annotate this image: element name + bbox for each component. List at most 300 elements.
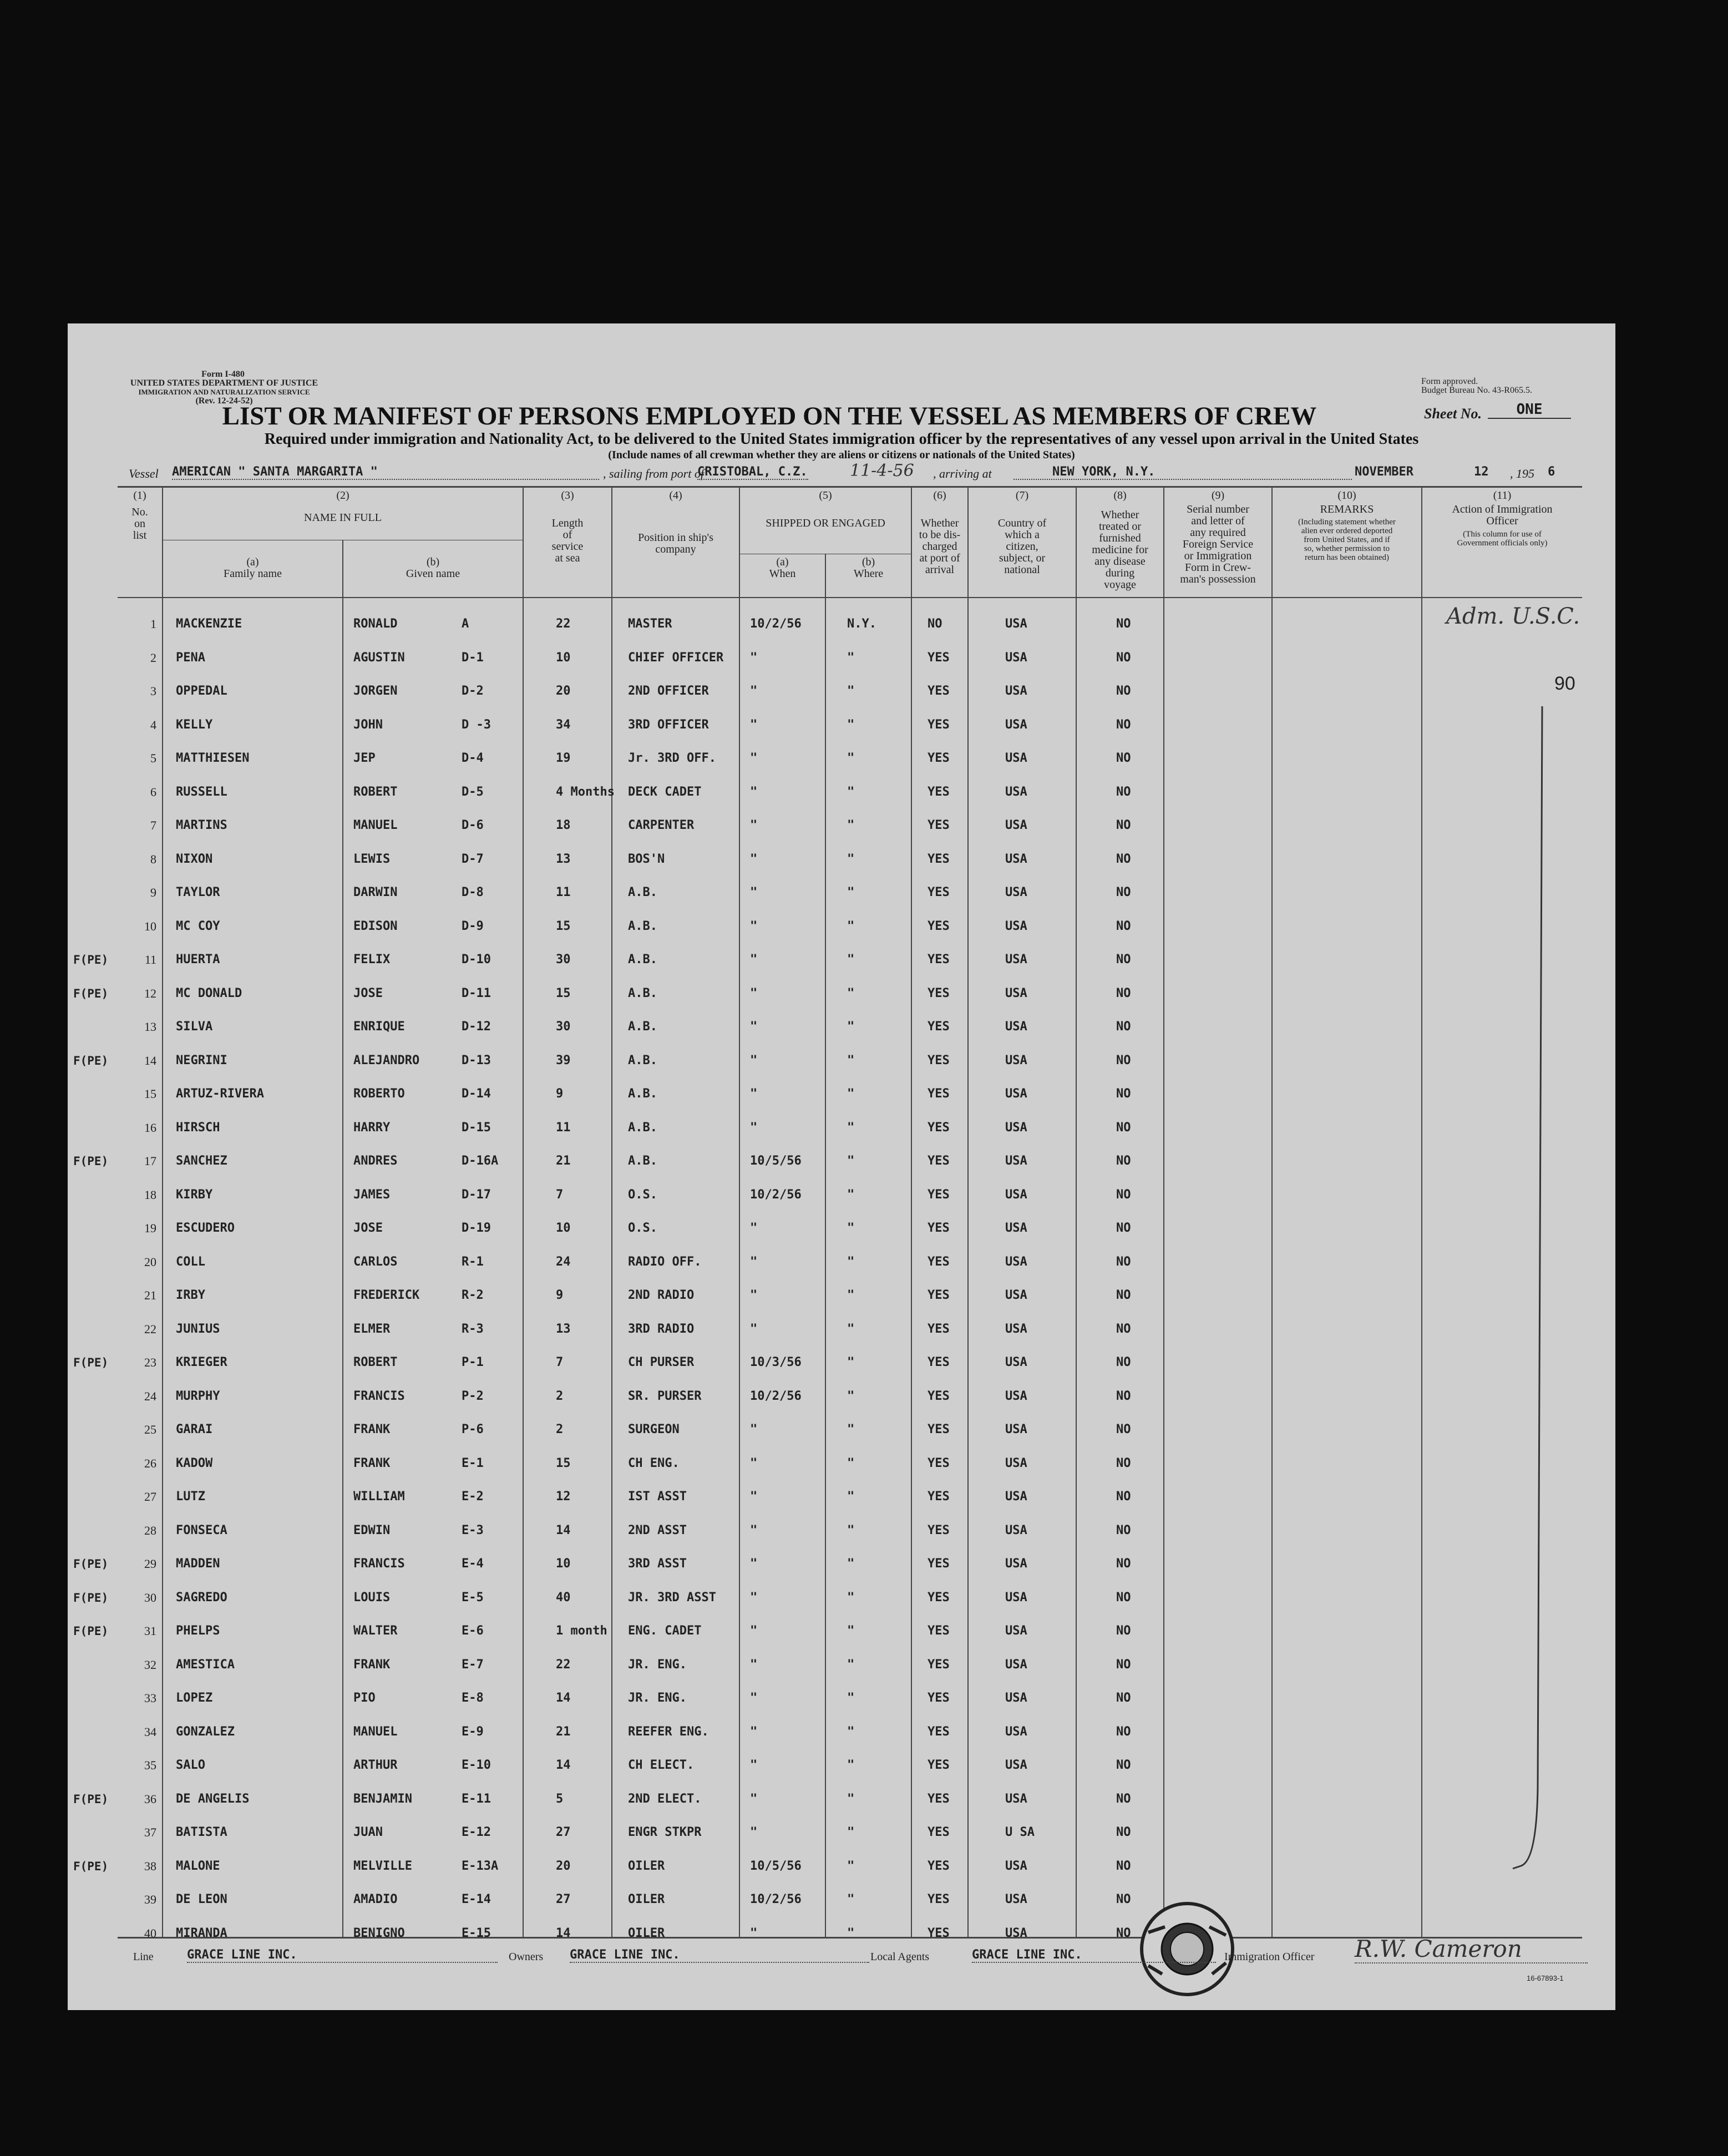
row-number: 36 xyxy=(144,1791,156,1806)
country-of-citizenship: USA xyxy=(1005,717,1027,732)
discharge-at-port: YES xyxy=(928,1825,950,1839)
engaged-where: " xyxy=(847,1423,855,1436)
crew-code: D-15 xyxy=(462,1120,491,1135)
row-flag: F(PE) xyxy=(73,1591,109,1605)
col8-header: Whether treated or furnished medicine for any disease during voyage xyxy=(1092,509,1148,591)
discharge-at-port: YES xyxy=(928,986,950,1000)
crew-code: A xyxy=(462,617,469,631)
treated-during-voyage: NO xyxy=(1116,717,1131,732)
length-of-service: 15 xyxy=(556,919,571,933)
length-of-service: 7 xyxy=(556,1187,564,1202)
family-name: KIRBY xyxy=(176,1187,213,1202)
col10-header: REMARKS xyxy=(1320,503,1374,515)
row-flag: F(PE) xyxy=(73,1792,109,1806)
ship-position: CHIEF OFFICER xyxy=(628,650,724,665)
treated-during-voyage: NO xyxy=(1116,1926,1131,1940)
ship-position: REEFER ENG. xyxy=(628,1724,709,1739)
country-of-citizenship: USA xyxy=(1005,650,1027,665)
family-name: LOPEZ xyxy=(176,1691,213,1705)
row-number: 31 xyxy=(144,1624,156,1638)
vessel-label: Vessel xyxy=(129,467,159,480)
crew-code: D-17 xyxy=(462,1187,491,1202)
ship-position: A.B. xyxy=(628,1053,657,1067)
crew-code: D-8 xyxy=(462,885,484,899)
country-of-citizenship: USA xyxy=(1005,1187,1027,1202)
service-name: IMMIGRATION AND NATURALIZATION SERVICE xyxy=(138,388,310,396)
engaged-when: 10/2/56 xyxy=(750,1187,802,1202)
length-of-service: 2 xyxy=(556,1423,564,1436)
family-name: COLL xyxy=(176,1254,205,1269)
discharge-at-port: YES xyxy=(928,1053,950,1067)
ship-position: IST ASST xyxy=(628,1490,687,1504)
family-name: AMESTICA xyxy=(176,1657,235,1672)
action-count-handwritten: 90 xyxy=(1554,673,1575,694)
engaged-when: 10/5/56 xyxy=(750,1859,802,1873)
country-of-citizenship: USA xyxy=(1005,1456,1027,1470)
family-name: NIXON xyxy=(176,852,213,866)
engaged-where: " xyxy=(847,1020,855,1034)
arrival-day: 12 xyxy=(1474,465,1489,479)
country-of-citizenship: USA xyxy=(1005,1590,1027,1605)
col9-number: (9) xyxy=(1211,489,1225,502)
engaged-when: " xyxy=(750,1120,758,1135)
engaged-when: " xyxy=(750,1724,758,1739)
engaged-when: " xyxy=(750,1423,758,1436)
length-of-service: 10 xyxy=(556,1557,571,1571)
row-number: 38 xyxy=(144,1859,156,1873)
engaged-where: " xyxy=(847,986,855,1000)
treated-during-voyage: NO xyxy=(1116,1624,1131,1638)
given-name: MANUEL xyxy=(353,818,398,832)
crew-code: E-15 xyxy=(462,1926,491,1940)
row-number: 29 xyxy=(144,1557,156,1571)
engaged-where: " xyxy=(847,1859,855,1873)
given-name: WILLIAM xyxy=(353,1490,405,1504)
col5-header: SHIPPED OR ENGAGED xyxy=(766,517,885,529)
length-of-service: 5 xyxy=(556,1791,564,1806)
row-number: 33 xyxy=(144,1691,156,1705)
row-number: 6 xyxy=(150,785,156,799)
row-flag: F(PE) xyxy=(73,1624,109,1638)
country-of-citizenship: U SA xyxy=(1005,1825,1035,1839)
family-name: MADDEN xyxy=(176,1557,220,1571)
country-of-citizenship: USA xyxy=(1005,852,1027,866)
crew-code: D-12 xyxy=(462,1020,491,1034)
crew-code: E-14 xyxy=(462,1892,491,1906)
treated-during-voyage: NO xyxy=(1116,818,1131,832)
length-of-service: 10 xyxy=(556,650,571,665)
given-name: ROBERT xyxy=(353,1355,398,1369)
country-of-citizenship: USA xyxy=(1005,818,1027,832)
given-name: BENIGNO xyxy=(353,1926,405,1940)
col3-header: Length of service at sea xyxy=(551,517,584,564)
engaged-when: 10/2/56 xyxy=(750,617,802,631)
country-of-citizenship: USA xyxy=(1005,1355,1027,1369)
length-of-service: 11 xyxy=(556,885,571,899)
country-of-citizenship: USA xyxy=(1005,919,1027,933)
engaged-where: " xyxy=(847,751,855,765)
family-name: SILVA xyxy=(176,1020,213,1034)
engaged-where: " xyxy=(847,1523,855,1537)
treated-during-voyage: NO xyxy=(1116,785,1131,799)
department-name: UNITED STATES DEPARTMENT OF JUSTICE xyxy=(130,378,318,388)
discharge-at-port: YES xyxy=(928,1254,950,1269)
crew-code: R-3 xyxy=(462,1322,484,1336)
engaged-when: " xyxy=(750,1926,758,1940)
crew-code: E-9 xyxy=(462,1724,484,1739)
crew-code: P-2 xyxy=(462,1389,484,1403)
length-of-service: 15 xyxy=(556,986,571,1000)
engaged-when: " xyxy=(750,1691,758,1705)
col1-number: (1) xyxy=(133,489,146,502)
engaged-where: " xyxy=(847,1254,855,1269)
form-code: 16-67893-1 xyxy=(1527,1974,1564,1982)
given-name: MANUEL xyxy=(353,1724,398,1739)
col11-subheader: (This column for use of Government officials only) xyxy=(1457,530,1548,548)
engaged-where: " xyxy=(847,1691,855,1705)
treated-during-voyage: NO xyxy=(1116,1590,1131,1605)
ship-position: 2ND RADIO xyxy=(628,1288,695,1302)
engaged-where: " xyxy=(847,650,855,665)
col4-header: Position in ship's company xyxy=(638,532,713,555)
crew-code: D-10 xyxy=(462,953,491,966)
given-name: EDWIN xyxy=(353,1523,391,1537)
country-of-citizenship: USA xyxy=(1005,1791,1027,1806)
treated-during-voyage: NO xyxy=(1116,1892,1131,1906)
discharge-at-port: YES xyxy=(928,953,950,966)
col11-header: Action of Immigration Officer xyxy=(1452,503,1553,527)
length-of-service: 14 xyxy=(556,1691,571,1705)
given-name: BENJAMIN xyxy=(353,1791,412,1806)
row-flag: F(PE) xyxy=(73,1557,109,1571)
family-name: SANCHEZ xyxy=(176,1154,227,1168)
crew-code: E-11 xyxy=(462,1791,491,1806)
country-of-citizenship: USA xyxy=(1005,1087,1027,1101)
ship-position: 3RD OFFICER xyxy=(628,717,709,732)
row-number: 23 xyxy=(144,1355,156,1369)
col2b-header: (b) Given name xyxy=(406,556,460,580)
crew-code: E-13A xyxy=(462,1859,499,1873)
discharge-at-port: YES xyxy=(928,1087,950,1101)
row-number: 13 xyxy=(144,1020,156,1034)
treated-during-voyage: NO xyxy=(1116,1389,1131,1403)
row-number: 14 xyxy=(144,1053,156,1067)
family-name: MALONE xyxy=(176,1859,220,1873)
given-name: CARLOS xyxy=(353,1254,398,1269)
col6-number: (6) xyxy=(933,489,946,502)
ship-position: 2ND OFFICER xyxy=(628,684,709,698)
row-flag: F(PE) xyxy=(73,1054,109,1067)
discharge-at-port: YES xyxy=(928,1624,950,1638)
treated-during-voyage: NO xyxy=(1116,1791,1131,1806)
action-handwritten-admitted: Adm. U.S.C. xyxy=(1446,604,1580,629)
engaged-when: " xyxy=(750,818,758,832)
country-of-citizenship: USA xyxy=(1005,1523,1027,1537)
row-number: 9 xyxy=(150,885,156,899)
given-name: FRANCIS xyxy=(353,1557,405,1571)
row-number: 22 xyxy=(144,1322,156,1336)
page-subtitle: Required under immigration and Nationality Act, to be delivered to the United States immigration officer by the representatives of any vessel upon arrival in the United States xyxy=(264,431,1419,448)
manifest-sheet xyxy=(68,323,1615,2010)
discharge-at-port: YES xyxy=(928,1926,950,1940)
family-name: OPPEDAL xyxy=(176,684,227,698)
given-name: AMADIO xyxy=(353,1892,398,1906)
discharge-at-port: YES xyxy=(928,1288,950,1302)
engaged-where: " xyxy=(847,1590,855,1605)
family-name: MURPHY xyxy=(176,1389,220,1403)
row-number: 5 xyxy=(150,751,156,765)
crew-code: P-6 xyxy=(462,1423,484,1436)
given-name: JEP xyxy=(353,751,376,765)
page-subtitle-note: (Include names of all crewman whether they are aliens or citizens or nationals of the United States) xyxy=(608,449,1075,461)
col5a-header: (a) When xyxy=(769,556,796,580)
length-of-service: 9 xyxy=(556,1288,564,1302)
treated-during-voyage: NO xyxy=(1116,1557,1131,1571)
engaged-when: " xyxy=(750,1053,758,1067)
ship-position: JR. ENG. xyxy=(628,1657,687,1672)
engaged-when: " xyxy=(750,1557,758,1571)
crew-code: E-6 xyxy=(462,1624,484,1638)
col1-header: No. on list xyxy=(131,506,148,541)
arrival-year-prefix: , 195 xyxy=(1510,467,1534,480)
engaged-where: " xyxy=(847,1087,855,1101)
engaged-when: " xyxy=(750,1288,758,1302)
given-name: FRANK xyxy=(353,1423,391,1436)
ship-position: CH ELECT. xyxy=(628,1758,695,1772)
footer-officer-label: Immigration Officer xyxy=(1224,1951,1315,1963)
given-name: PIO xyxy=(353,1691,376,1705)
engaged-when: " xyxy=(750,684,758,698)
row-number: 4 xyxy=(150,717,156,732)
family-name: KADOW xyxy=(176,1456,213,1470)
length-of-service: 18 xyxy=(556,818,571,832)
row-number: 20 xyxy=(144,1254,156,1269)
row-number: 11 xyxy=(144,953,156,966)
length-of-service: 14 xyxy=(556,1523,571,1537)
ship-position: RADIO OFF. xyxy=(628,1254,702,1269)
family-name: JUNIUS xyxy=(176,1322,220,1336)
length-of-service: 39 xyxy=(556,1053,571,1067)
crew-code: D-13 xyxy=(462,1053,491,1067)
row-number: 3 xyxy=(150,684,156,698)
crew-code: E-1 xyxy=(462,1456,484,1470)
treated-during-voyage: NO xyxy=(1116,1758,1131,1772)
col2-number: (2) xyxy=(336,489,349,502)
engaged-when: " xyxy=(750,1087,758,1101)
treated-during-voyage: NO xyxy=(1116,617,1131,631)
family-name: TAYLOR xyxy=(176,885,220,899)
engaged-when: " xyxy=(750,986,758,1000)
row-number: 30 xyxy=(144,1590,156,1605)
row-flag: F(PE) xyxy=(73,986,109,1000)
family-name: IRBY xyxy=(176,1288,205,1302)
ship-position: JR. 3RD ASST xyxy=(628,1590,716,1605)
treated-during-voyage: NO xyxy=(1116,1288,1131,1302)
country-of-citizenship: USA xyxy=(1005,953,1027,966)
row-flag: F(PE) xyxy=(73,1356,109,1369)
country-of-citizenship: USA xyxy=(1005,1154,1027,1168)
given-name: JAMES xyxy=(353,1187,391,1202)
length-of-service: 34 xyxy=(556,717,571,732)
sailing-port: CRISTOBAL, C.Z. xyxy=(697,465,808,479)
crew-code: D-1 xyxy=(462,650,484,665)
given-name: JORGEN xyxy=(353,684,398,698)
ship-position: Jr. 3RD OFF. xyxy=(628,751,716,765)
family-name: GONZALEZ xyxy=(176,1724,235,1739)
crew-code: D-11 xyxy=(462,986,491,1000)
discharge-at-port: YES xyxy=(928,818,950,832)
sheet-label: Sheet No. xyxy=(1424,406,1482,422)
family-name: HUERTA xyxy=(176,953,220,966)
engaged-when: " xyxy=(750,1020,758,1034)
engaged-where: " xyxy=(847,1456,855,1470)
engaged-where: " xyxy=(847,1825,855,1839)
engaged-where: " xyxy=(847,919,855,933)
given-name: FRANK xyxy=(353,1456,391,1470)
length-of-service: 30 xyxy=(556,1020,571,1034)
col10-number: (10) xyxy=(1337,489,1356,502)
engaged-when: " xyxy=(750,1624,758,1638)
ship-position: A.B. xyxy=(628,953,657,966)
ship-position: ENG. CADET xyxy=(628,1624,702,1638)
row-number: 40 xyxy=(144,1926,156,1940)
discharge-at-port: YES xyxy=(928,1490,950,1504)
engaged-when: 10/3/56 xyxy=(750,1355,802,1369)
discharge-at-port: YES xyxy=(928,684,950,698)
discharge-at-port: YES xyxy=(928,751,950,765)
row-flag: F(PE) xyxy=(73,953,109,966)
crew-code: D-6 xyxy=(462,818,484,832)
crew-code: D-9 xyxy=(462,919,484,933)
engaged-where: N.Y. xyxy=(847,617,876,631)
footer-agents-label: Local Agents xyxy=(870,1951,930,1963)
row-number: 35 xyxy=(144,1758,156,1772)
ship-position: SR. PURSER xyxy=(628,1389,702,1403)
family-name: PHELPS xyxy=(176,1624,220,1638)
engaged-where: " xyxy=(847,1355,855,1369)
given-name: ALEJANDRO xyxy=(353,1053,420,1067)
col6-header: Whether to be dis- charged at port of arrival xyxy=(919,517,961,576)
col7-header: Country of which a citizen, subject, or national xyxy=(997,517,1047,576)
footer-owners-label: Owners xyxy=(509,1951,544,1963)
engaged-when: " xyxy=(750,650,758,665)
treated-during-voyage: NO xyxy=(1116,1221,1131,1235)
length-of-service: 2 xyxy=(556,1389,564,1403)
country-of-citizenship: USA xyxy=(1005,1490,1027,1504)
treated-during-voyage: NO xyxy=(1116,1859,1131,1873)
country-of-citizenship: USA xyxy=(1005,751,1027,765)
length-of-service: 24 xyxy=(556,1254,571,1269)
discharge-at-port: YES xyxy=(928,1523,950,1537)
crew-code: E-5 xyxy=(462,1590,484,1605)
crew-code: E-4 xyxy=(462,1557,484,1571)
footer-agents-value: GRACE LINE INC. xyxy=(972,1948,1216,1963)
col10-subheader: (Including statement whether alien ever ordered deported from United States, and if so, whether permission to return has been obtained) xyxy=(1298,518,1396,562)
given-name: JOHN xyxy=(353,717,383,732)
ship-position: ENGR STKPR xyxy=(628,1825,702,1839)
engaged-where: " xyxy=(847,1557,855,1571)
form-number: Form I-480 xyxy=(201,370,245,379)
length-of-service: 9 xyxy=(556,1087,564,1101)
length-of-service: 22 xyxy=(556,617,571,631)
family-name: MC DONALD xyxy=(176,986,242,1000)
family-name: MACKENZIE xyxy=(176,617,242,631)
length-of-service: 10 xyxy=(556,1221,571,1235)
length-of-service: 4 Months xyxy=(556,785,615,799)
given-name: RONALD xyxy=(353,617,398,631)
ship-position: A.B. xyxy=(628,1120,657,1135)
discharge-at-port: YES xyxy=(928,885,950,899)
engaged-when: " xyxy=(750,1322,758,1336)
ship-position: MASTER xyxy=(628,617,672,631)
treated-during-voyage: NO xyxy=(1116,1187,1131,1202)
crew-code: E-8 xyxy=(462,1691,484,1705)
engaged-where: " xyxy=(847,1926,855,1940)
col9-header: Serial number and letter of any required Foreign Service or Immigration Form in Crew- man's possession xyxy=(1180,503,1256,585)
row-number: 28 xyxy=(144,1523,156,1537)
engaged-where: " xyxy=(847,1221,855,1235)
treated-during-voyage: NO xyxy=(1116,1523,1131,1537)
row-number: 39 xyxy=(144,1892,156,1906)
family-name: DE LEON xyxy=(176,1892,227,1906)
country-of-citizenship: USA xyxy=(1005,1758,1027,1772)
treated-during-voyage: NO xyxy=(1116,1825,1131,1839)
given-name: FREDERICK xyxy=(353,1288,420,1302)
col8-number: (8) xyxy=(1113,489,1127,502)
treated-during-voyage: NO xyxy=(1116,1724,1131,1739)
ship-position: SURGEON xyxy=(628,1423,680,1436)
ship-position: O.S. xyxy=(628,1221,657,1235)
arrival-year-suffix: 6 xyxy=(1548,465,1555,479)
engaged-when: " xyxy=(750,1456,758,1470)
discharge-at-port: YES xyxy=(928,717,950,732)
discharge-at-port: YES xyxy=(928,1791,950,1806)
crew-code: P-1 xyxy=(462,1355,484,1369)
length-of-service: 13 xyxy=(556,1322,571,1336)
family-name: PENA xyxy=(176,650,205,665)
col5-number: (5) xyxy=(819,489,832,502)
length-of-service: 19 xyxy=(556,751,571,765)
footer-owners-value: GRACE LINE INC. xyxy=(570,1948,869,1963)
officer-signature: R.W. Cameron xyxy=(1355,1935,1588,1963)
treated-during-voyage: NO xyxy=(1116,1154,1131,1168)
row-number: 25 xyxy=(144,1423,156,1436)
budget-bureau-no: Budget Bureau No. 43-R065.5. xyxy=(1421,386,1532,395)
country-of-citizenship: USA xyxy=(1005,1053,1027,1067)
given-name: FRANCIS xyxy=(353,1389,405,1403)
footer-line-label: Line xyxy=(133,1951,154,1963)
crew-code: E-10 xyxy=(462,1758,491,1772)
discharge-at-port: YES xyxy=(928,1557,950,1571)
discharge-at-port: YES xyxy=(928,650,950,665)
treated-during-voyage: NO xyxy=(1116,1490,1131,1504)
sailing-date-handwritten: 11-4-56 xyxy=(850,461,914,480)
row-number: 37 xyxy=(144,1825,156,1839)
row-number: 7 xyxy=(150,818,156,832)
engaged-where: " xyxy=(847,1490,855,1504)
family-name: SAGREDO xyxy=(176,1590,227,1605)
ship-position: 3RD ASST xyxy=(628,1557,687,1571)
discharge-at-port: YES xyxy=(928,1322,950,1336)
given-name: FELIX xyxy=(353,953,391,966)
page-title: LIST OR MANIFEST OF PERSONS EMPLOYED ON THE VESSEL AS MEMBERS OF CREW xyxy=(222,402,1317,431)
crew-code: D-2 xyxy=(462,684,484,698)
engaged-when: " xyxy=(750,717,758,732)
engaged-where: " xyxy=(847,1322,855,1336)
length-of-service: 20 xyxy=(556,684,571,698)
engaged-when: " xyxy=(750,1791,758,1806)
treated-during-voyage: NO xyxy=(1116,1322,1131,1336)
